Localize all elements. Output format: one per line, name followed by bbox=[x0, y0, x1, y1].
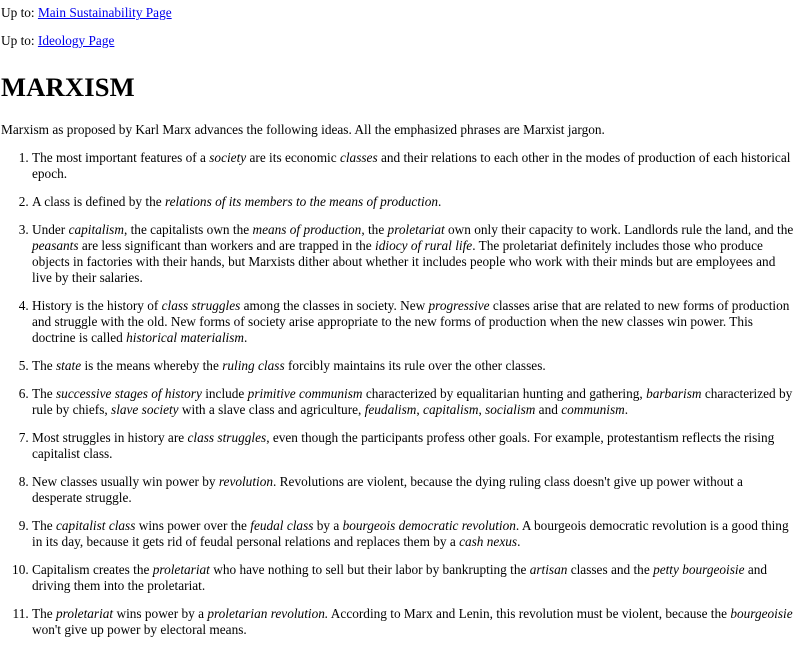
jargon-term: class struggles bbox=[161, 298, 241, 313]
document-page bbox=[0, 5, 796, 638]
jargon-term: cash nexus bbox=[459, 534, 518, 549]
list-item: 11. The proletariat wins power by a proletarian revolution. According to Marx and Lenin, this revolution must be violent, because the bourgeoisie won't give up power by electoral means. bbox=[32, 606, 796, 638]
jargon-term: classes bbox=[339, 150, 378, 165]
jargon-term: society bbox=[209, 150, 247, 165]
jargon-term: class struggles bbox=[187, 430, 267, 445]
jargon-term: capitalism bbox=[423, 402, 479, 417]
ideas-list bbox=[1, 150, 796, 638]
jargon-term: slave society bbox=[111, 402, 179, 417]
jargon-term: successive stages of history bbox=[56, 386, 202, 401]
jargon-term: petty bourgeoisie bbox=[653, 562, 745, 577]
jargon-term: relations of its members to the means of production bbox=[164, 194, 439, 209]
list-item: 2. A class is defined by the relations of its members to the means of production. bbox=[32, 194, 796, 210]
jargon-term: proletarian revolution. bbox=[207, 606, 329, 621]
up-to-label: Up to: bbox=[1, 33, 38, 48]
jargon-term: feudal class bbox=[250, 518, 314, 533]
jargon-term: artisan bbox=[529, 562, 568, 577]
list-item: 1. The most important features of a society are its economic classes and their relations to each other in the modes of production of each historical epoch. bbox=[32, 150, 796, 182]
jargon-term: bourgeois democratic revolution bbox=[342, 518, 516, 533]
list-item: 10. Capitalism creates the proletariat who have nothing to sell but their labor by bankrupting the artisan classes and the petty bourgeoisie and driving them into the proletariat. bbox=[32, 562, 796, 594]
jargon-term: feudalism bbox=[364, 402, 417, 417]
jargon-term: capitalism bbox=[68, 222, 124, 237]
nav-up-main bbox=[1, 5, 796, 21]
list-item: 8. New classes usually win power by revolution. Revolutions are violent, because the dying ruling class doesn't give up power without a desperate struggle. bbox=[32, 474, 796, 506]
list-item: 9. The capitalist class wins power over the feudal class by a bourgeois democratic revolution. A bourgeois democratic revolution is a good thing in its day, because it gets rid of feudal personal relations and replaces them by a cash nexus. bbox=[32, 518, 796, 550]
jargon-term: means of production bbox=[252, 222, 362, 237]
list-item: 6. The successive stages of history include primitive communism characterized by equalitarian hunting and gathering, barbarism characterized by rule by chiefs, slave society with a slave class and agriculture, feudalism, capitalism, socialism and communism. bbox=[32, 386, 796, 418]
jargon-term: barbarism bbox=[646, 386, 702, 401]
main-sustainability-link[interactable]: Main Sustainability Page bbox=[37, 5, 172, 20]
list-item: 7. Most struggles in history are class struggles, even though the participants profess other goals. For example, protestantism reflects the rising capitalist class. bbox=[32, 430, 796, 462]
jargon-term: primitive communism bbox=[247, 386, 363, 401]
jargon-term: bourgeoisie bbox=[730, 606, 793, 621]
jargon-term: proletariat bbox=[56, 606, 114, 621]
jargon-term: proletariat bbox=[152, 562, 210, 577]
list-item: 5. The state is the means whereby the ruling class forcibly maintains its rule over the other classes. bbox=[32, 358, 796, 374]
jargon-term: capitalist class bbox=[56, 518, 136, 533]
jargon-term: ruling class bbox=[222, 358, 285, 373]
jargon-term: revolution bbox=[218, 474, 274, 489]
jargon-term: historical materialism bbox=[126, 330, 244, 345]
intro-paragraph: Marxism as proposed by Karl Marx advances the following ideas. All the emphasized phrases are Marxist jargon. bbox=[1, 122, 605, 137]
page-title: MARXISM bbox=[1, 72, 135, 102]
list-item: 3. Under capitalism, the capitalists own the means of production, the proletariat own only their capacity to work. Landlords rule the land, and the peasants are less significant than workers and are trapped in the idiocy of rural life. The proletariat definitely includes those who produce objects in factories with their hands, but Marxists dither about whether it includes people who work with their minds but are employees and live by their salaries. bbox=[32, 222, 796, 286]
ideology-page-link[interactable]: Ideology Page bbox=[37, 33, 115, 48]
jargon-term: proletariat bbox=[387, 222, 445, 237]
jargon-term: socialism bbox=[485, 402, 536, 417]
list-item: 4. History is the history of class struggles among the classes in society. New progressive classes arise that are related to new forms of production and struggle with the old. New forms of society arise appropriate to the new forms of production when the new classes win power. This doctrine is called historical materialism. bbox=[32, 298, 796, 346]
jargon-term: state bbox=[56, 358, 82, 373]
jargon-term: progressive bbox=[428, 298, 490, 313]
jargon-term: communism bbox=[561, 402, 625, 417]
nav-up-ideology bbox=[1, 33, 796, 49]
jargon-term: idiocy of rural life bbox=[375, 238, 473, 253]
jargon-term: peasants bbox=[32, 238, 79, 253]
up-to-label: Up to: bbox=[1, 5, 38, 20]
